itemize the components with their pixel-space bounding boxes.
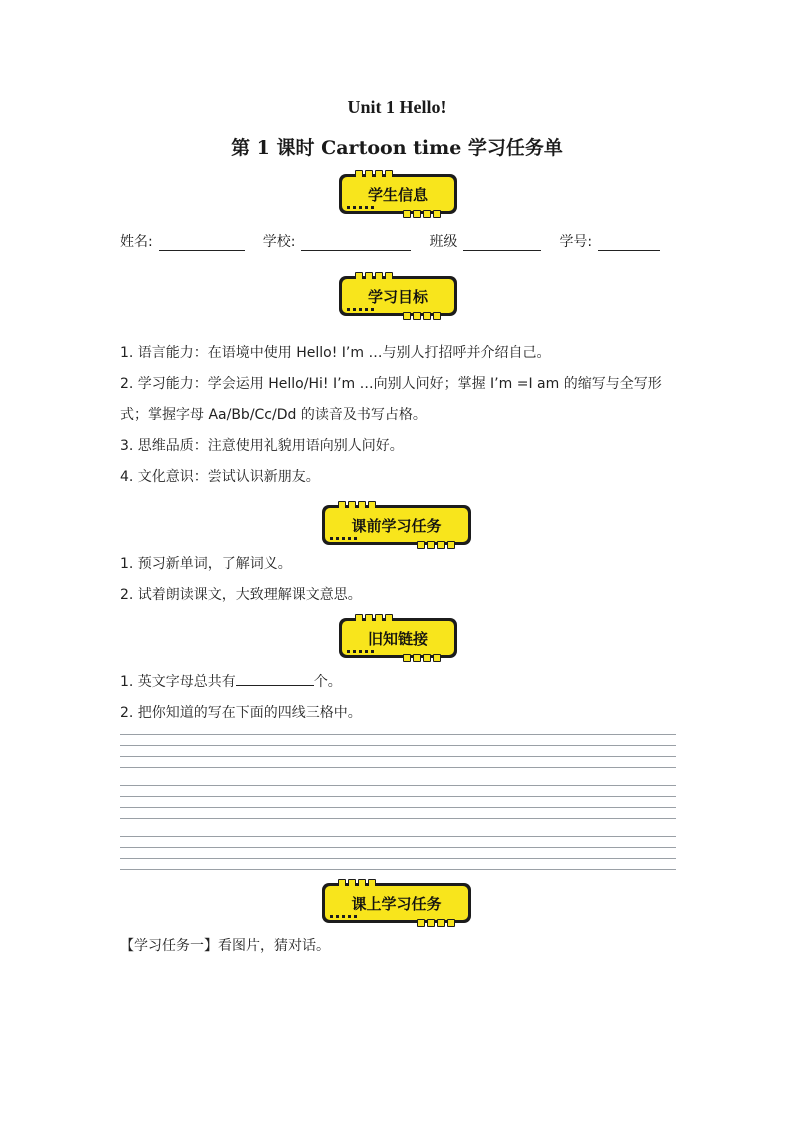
student-info-row bbox=[120, 231, 676, 251]
badge-stripe bbox=[347, 650, 375, 653]
section-title-review: 旧知链接 bbox=[342, 621, 454, 655]
goal-item: 2. 学习能力：学会运用 Hello/Hi! I’m …向别人问好；掌握 I’m =I am 的缩写与全写形式；掌握字母 Aa/Bb/Cc/Dd 的读音及书写占格。 bbox=[120, 376, 662, 423]
grid-line bbox=[120, 745, 676, 746]
grid-line bbox=[120, 836, 676, 837]
class-field[interactable] bbox=[463, 234, 541, 251]
grid-line bbox=[120, 767, 676, 768]
grid-line bbox=[120, 807, 676, 808]
review-item-1-text: 1. 英文字母总共有 bbox=[120, 674, 236, 690]
review-item-2: 2. 把你知道的写在下面的四线三格中。 bbox=[120, 705, 362, 721]
student-number-label: 学号: bbox=[559, 234, 593, 250]
badge-stripe bbox=[347, 206, 375, 209]
name-label: 姓名: bbox=[120, 234, 153, 250]
unit-title: Unit 1 Hello! bbox=[347, 97, 447, 117]
pre-task-item: 2. 试着朗读课文，大致理解课文意思。 bbox=[120, 587, 362, 603]
grid-line bbox=[120, 818, 676, 819]
letter-count-blank[interactable] bbox=[236, 671, 314, 686]
goal-item: 3. 思维品质：注意使用礼貌用语向别人问好。 bbox=[120, 438, 404, 454]
four-line-grid[interactable] bbox=[120, 734, 676, 874]
section-badge-pre-tasks bbox=[322, 505, 471, 545]
goal-item: 1. 语言能力：在语境中使用 Hello! I’m …与别人打招呼并介绍自己。 bbox=[120, 345, 551, 361]
badge-decoration bbox=[403, 654, 441, 662]
review-list bbox=[120, 667, 680, 729]
section-badge-goals bbox=[339, 276, 457, 316]
section-title-in-class: 课上学习任务 bbox=[325, 886, 468, 920]
pre-task-item: 1. 预习新单词，了解词义。 bbox=[120, 556, 292, 572]
school-label: 学校: bbox=[262, 234, 296, 250]
section-badge-review bbox=[339, 618, 457, 658]
badge-decoration bbox=[417, 541, 455, 549]
badge-stripe bbox=[330, 915, 358, 918]
section-title-pre-tasks: 课前学习任务 bbox=[325, 508, 468, 542]
pre-tasks-list bbox=[120, 549, 680, 611]
grid-line bbox=[120, 869, 676, 870]
grid-line bbox=[120, 847, 676, 848]
goal-item: 4. 文化意识：尝试认识新朋友。 bbox=[120, 469, 320, 485]
badge-decoration bbox=[403, 312, 441, 320]
section-badge-student-info bbox=[339, 174, 457, 214]
task1-heading: 【学习任务一】看图片，猜对话。 bbox=[120, 938, 330, 954]
badge-decoration bbox=[403, 210, 441, 218]
grid-line bbox=[120, 785, 676, 786]
grid-line bbox=[120, 796, 676, 797]
review-item-1 bbox=[120, 667, 680, 698]
badge-stripe bbox=[347, 308, 375, 311]
goals-list bbox=[120, 338, 680, 493]
name-field[interactable] bbox=[159, 234, 245, 251]
grid-line bbox=[120, 734, 676, 735]
section-title-goals: 学习目标 bbox=[342, 279, 454, 313]
lesson-subtitle: 第 1 课时 Cartoon time 学习任务单 bbox=[231, 137, 563, 159]
student-number-field[interactable] bbox=[598, 234, 660, 251]
badge-decoration bbox=[417, 919, 455, 927]
badge-stripe bbox=[330, 537, 358, 540]
section-title-student-info: 学生信息 bbox=[342, 177, 454, 211]
review-item-1-suffix: 个。 bbox=[313, 674, 342, 690]
section-badge-in-class bbox=[322, 883, 471, 923]
class-label: 班级 bbox=[429, 234, 458, 250]
school-field[interactable] bbox=[301, 234, 411, 251]
grid-line bbox=[120, 858, 676, 859]
grid-line bbox=[120, 756, 676, 757]
